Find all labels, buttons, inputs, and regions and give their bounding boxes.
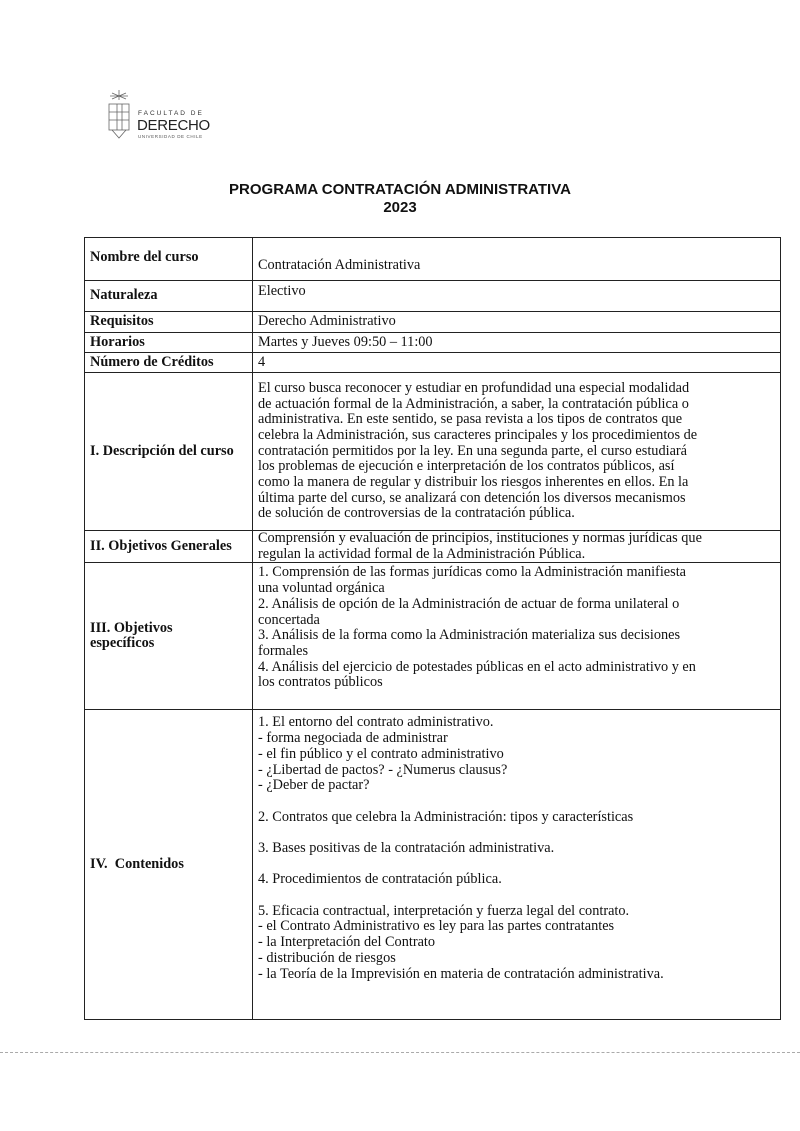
text-line: 5. Eficacia contractual, interpretación y fuerza legal del contrato. [258,902,630,919]
text-line: - ¿Deber de pactar? [258,777,370,794]
text-line: 1. El entorno del contrato administrativo. [258,714,494,731]
document-title: PROGRAMA CONTRATACIÓN ADMINISTRATIVA [229,181,571,198]
text-line: celebra la Administración, sus caracteres principales y los procedimientos de [258,426,698,443]
text-line: administrativa. En este sentido, se pasa revista a los tipos de contratos que [258,411,683,428]
contents-text [253,710,781,1020]
row-label: Número de Créditos [85,353,253,373]
row-label: Naturaleza [85,281,253,312]
row-value: Derecho Administrativo [253,312,781,333]
table-row [85,312,781,333]
text-line: 4. Procedimientos de contratación pública. [258,871,502,888]
logo-faculty-text: FACULTAD DE [138,110,204,117]
row-label: Horarios [85,333,253,353]
row-value: Martes y Jueves 09:50 – 11:00 [253,333,781,353]
description-text [253,373,781,531]
document-year: 2023 [383,199,417,216]
text-line: de actuación formal de la Administración, a saber, la contratación pública o [258,395,689,412]
text-line: El curso busca reconocer y estudiar en profundidad una especial modalidad [258,379,690,396]
text-line: - la Interpretación del Contrato [258,934,436,951]
text-line: 3. Bases positivas de la contratación administrativa. [258,840,555,856]
text-line: - el fin público y el contrato administrativo [258,745,504,762]
row-value: Electivo [253,281,781,312]
table-row [85,563,781,710]
logo-derecho-text: DERECHO [137,117,210,134]
row-label: I. Descripción del curso [85,373,253,531]
table-row [85,373,781,531]
text-line [258,825,776,841]
text-line: contratación permitidos por la ley. En una segunda parte, el curso estudiará [258,442,688,459]
text-line: 3. Análisis de la forma como la Administración materializa sus decisiones [258,627,681,644]
text-line: - la Teoría de la Imprevisión en materia de contratación administrativa. [258,965,664,982]
course-info-table [84,237,781,1020]
text-line: formales [258,642,309,659]
text-line [258,794,776,810]
row-label: Nombre del curso [85,238,253,281]
text-line: 2. Contratos que celebra la Administración: tipos y características [258,808,634,825]
faculty-logo [106,88,226,146]
university-emblem-icon [106,88,132,140]
text-line: última parte del curso, se analizará con detención los diversos mecanismos [258,489,686,506]
text-line: regulan la actividad formal de la Administración Pública. [258,545,586,562]
text-line: - forma negociada de administrar [258,730,448,747]
table-row [85,281,781,312]
row-label: Requisitos [85,312,253,333]
general-objectives-text [253,531,781,563]
text-line: 2. Análisis de opción de la Administración de actuar de forma unilateral o [258,595,680,612]
row-label: IV. Contenidos [85,710,253,1020]
text-line: - distribución de riesgos [258,949,396,966]
text-line: - ¿Libertad de pactos? - ¿Numerus clausus? [258,761,508,778]
text-line: 4. Análisis del ejercicio de potestades públicas en el acto administrativo y en [258,658,696,675]
text-line: de solución de controversias de la contratación pública. [258,505,575,522]
text-line: los contratos públicos [258,674,383,691]
text-line: los problemas de ejecución e interpretación de los contratos públicos, así [258,458,675,475]
text-line: concertada [258,611,320,628]
row-value: Contratación Administrativa [253,238,781,281]
table-row [85,353,781,373]
row-label: III. Objetivos específicos [85,563,253,710]
row-label: II. Objetivos Generales [85,531,253,563]
table-row [85,238,781,281]
row-value: 4 [253,353,781,373]
text-line: Comprensión y evaluación de principios, instituciones y normas jurídicas que [258,530,702,546]
text-line: - el Contrato Administrativo es ley para las partes contratantes [258,918,615,935]
table-row [85,333,781,353]
logo-university-text: UNIVERSIDAD DE CHILE [138,134,203,139]
table-row [85,531,781,563]
table-row [85,710,781,1020]
text-line: una voluntad orgánica [258,580,385,597]
specific-objectives-text [253,563,781,710]
text-line [258,857,776,873]
page-footer-divider [0,1052,800,1053]
text-line: como la manera de regular y distribuir los riesgos inherentes en ellos. En la [258,474,689,491]
text-line [258,888,776,904]
text-line: 1. Comprensión de las formas jurídicas como la Administración manifiesta [258,564,687,581]
